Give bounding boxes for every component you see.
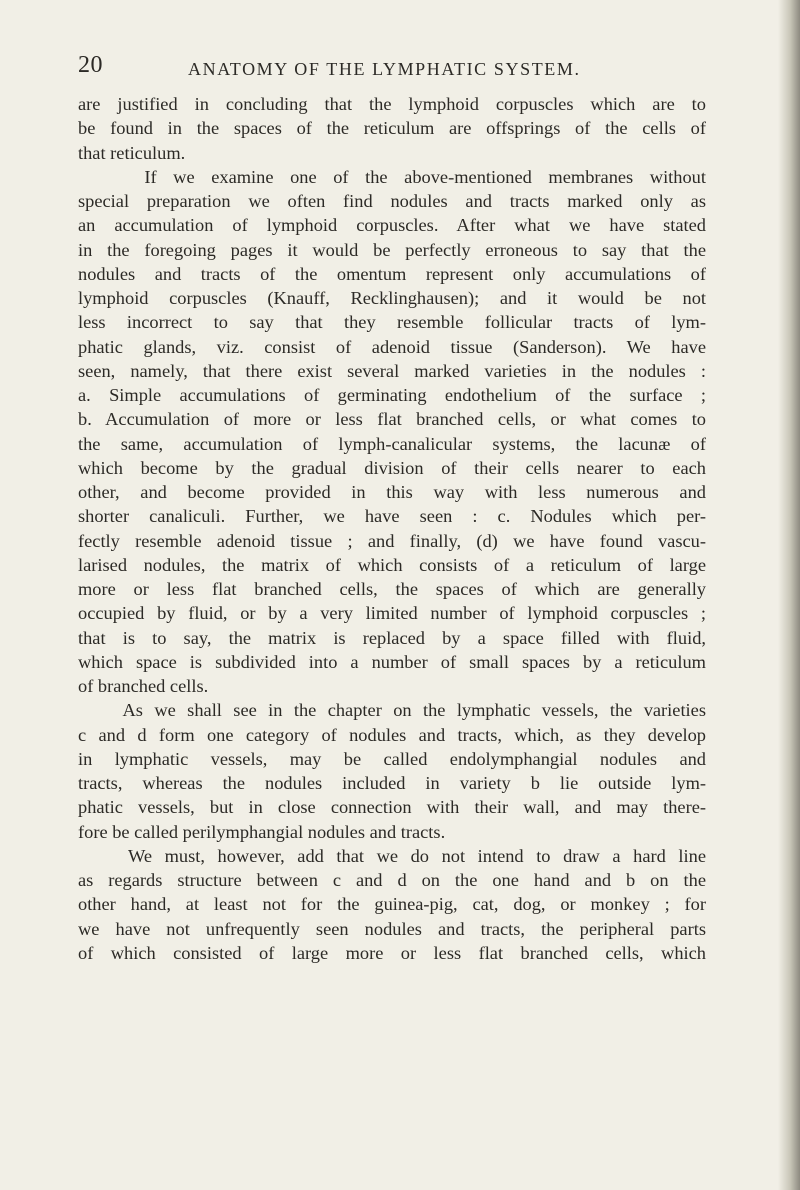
text-line: we have not unfrequently seen nodules and tracts, the peripheral parts (78, 918, 706, 939)
text-line: of which consisted of large more or less flat branched cells, which (78, 942, 706, 963)
text-line: We must, however, add that we do not intend to draw a hard line (78, 845, 706, 866)
text-line: of branched cells. (78, 676, 209, 696)
page-edge-shadow (778, 0, 800, 1190)
text-line: phatic glands, viz. consist of adenoid tissue (Sanderson). We have (78, 336, 706, 357)
text-line: in lymphatic vessels, may be called endolymphangial nodules and (78, 748, 706, 769)
text-line: other hand, at least not for the guinea-pig, cat, dog, or monkey ; for (78, 894, 706, 915)
text-line: b. Accumulation of more or less flat branched cells, or what comes to (78, 409, 706, 430)
text-line: shorter canaliculi. Further, we have seen : c. Nodules which per- (78, 506, 706, 527)
text-line: occupied by fluid, or by a very limited number of lymphoid corpuscles ; (78, 603, 706, 624)
text-line: which become by the gradual division of their cells nearer to each (78, 457, 706, 478)
text-line: If we examine one of the above-mentioned membranes without (78, 166, 706, 187)
text-line: nodules and tracts of the omentum represent only accumulations of (78, 263, 706, 284)
text-line: phatic vessels, but in close connection with their wall, and may there- (78, 797, 706, 818)
text-line: as regards structure between c and d on the one hand and b on the (78, 870, 706, 890)
text-line: be found in the spaces of the reticulum are offsprings of the cells of (78, 118, 706, 139)
text-line: fectly resemble adenoid tissue ; and finally, (d) we have found vascu- (78, 530, 706, 551)
text-line: are justified in concluding that the lymphoid corpuscles which are to (78, 94, 706, 114)
text-line: an accumulation of lymphoid corpuscles. After what we have stated (78, 215, 706, 236)
running-title: ANATOMY OF THE LYMPHATIC SYSTEM. (188, 59, 581, 79)
text-line: a. Simple accumulations of germinating endothelium of the surface ; (78, 385, 706, 405)
text-line: that is to say, the matrix is replaced by a space filled with fluid, (78, 627, 706, 648)
text-line: c and d form one category of nodules and tracts, which, as they develop (78, 724, 706, 745)
text-line: the same, accumulation of lymph-canalicular systems, the lacunæ of (78, 433, 706, 454)
text-line: larised nodules, the matrix of which consists of a reticulum of large (78, 554, 706, 575)
text-line: other, and become provided in this way with less numerous and (78, 482, 706, 502)
text-line: that reticulum. (78, 142, 186, 163)
page-number: 20 (78, 52, 103, 78)
text-line: which space is subdivided into a number of small spaces by a reticulum (78, 651, 706, 672)
text-line: lymphoid corpuscles (Knauff, Recklinghausen); and it would be not (78, 288, 706, 308)
text-line: in the foregoing pages it would be perfectly erroneous to say that the (78, 239, 706, 260)
text-line: less incorrect to say that they resemble follicular tracts of lym- (78, 312, 706, 333)
text-line: seen, namely, that there exist several marked varieties in the nodules : (78, 360, 706, 381)
text-line: more or less flat branched cells, the spaces of which are generally (78, 579, 706, 599)
text-line: As we shall see in the chapter on the lymphatic vessels, the varieties (78, 700, 706, 721)
text-line: tracts, whereas the nodules included in variety b lie outside lym- (78, 773, 706, 793)
body-text (78, 92, 706, 965)
text-line: special preparation we often find nodules and tracts marked only as (78, 191, 706, 211)
text-line: fore be called perilymphangial nodules and tracts. (78, 821, 446, 842)
